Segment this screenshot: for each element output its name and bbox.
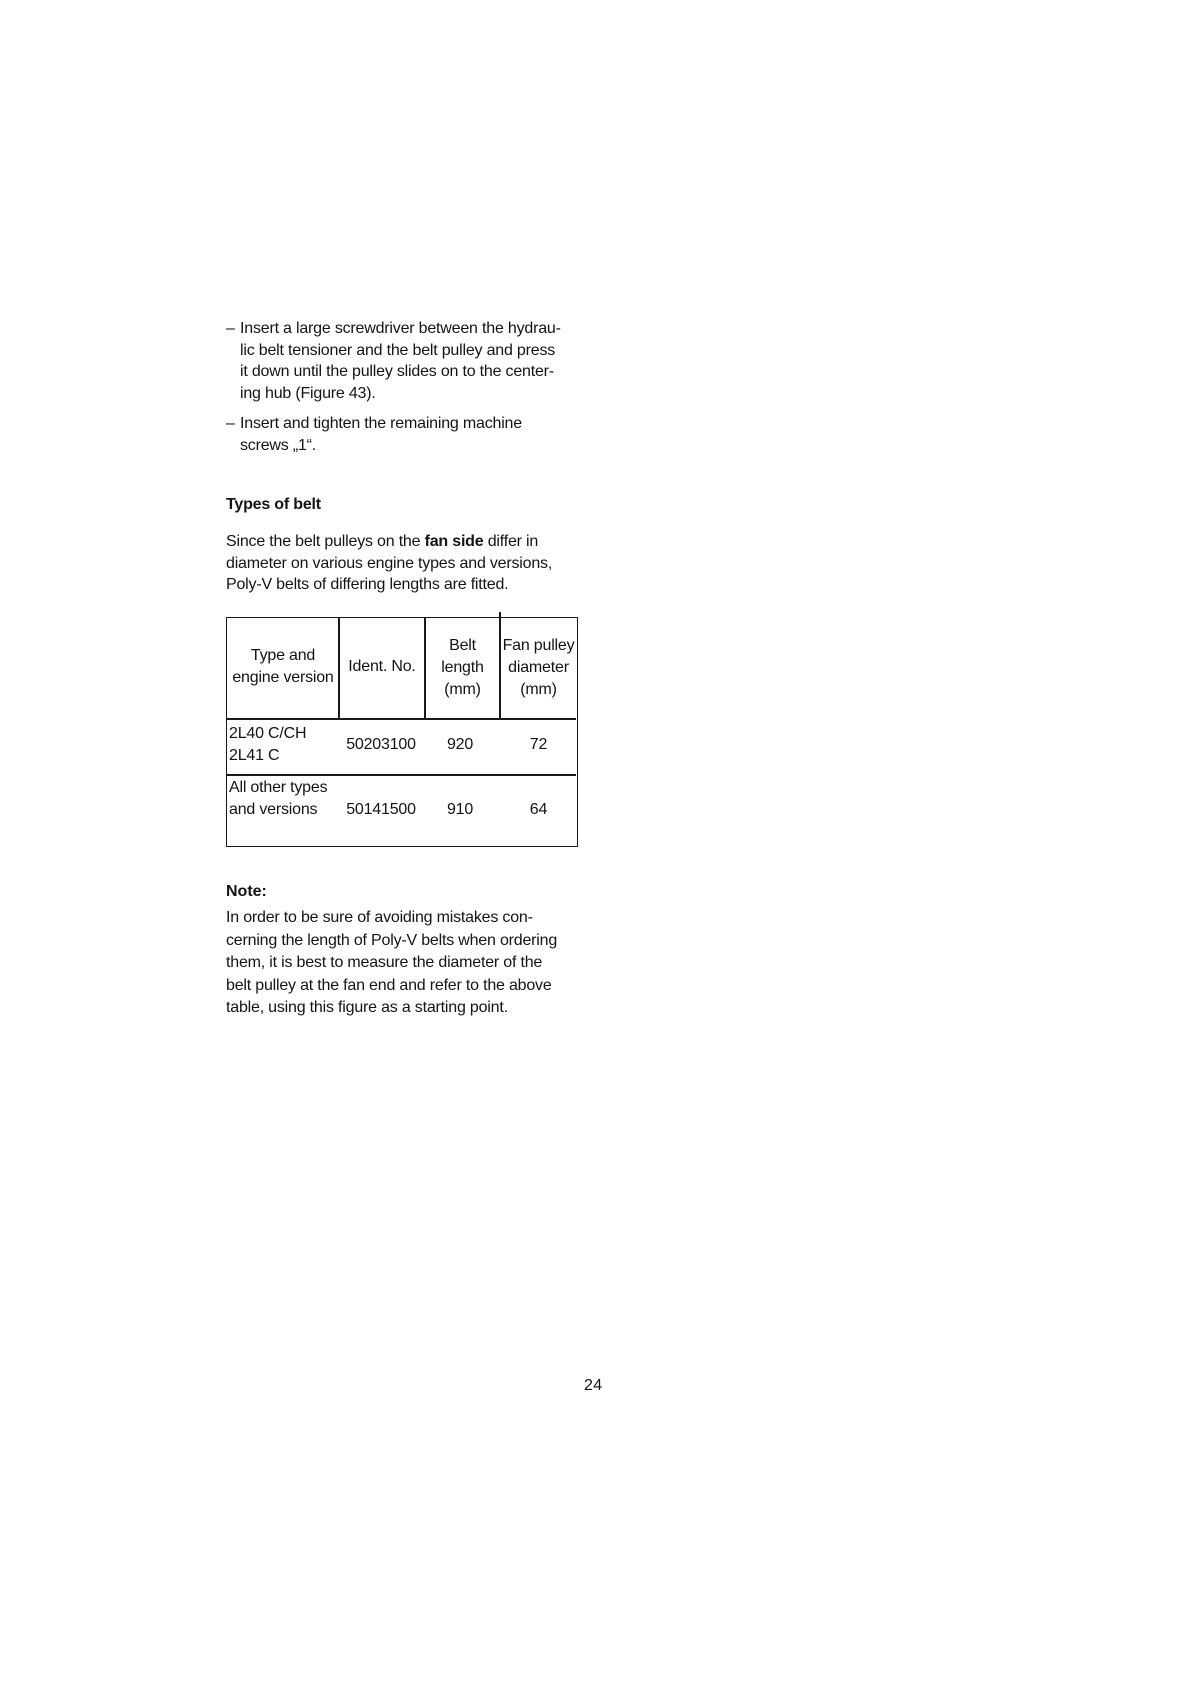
paragraph-line: Poly-V belts of differing lengths are fitted. — [226, 576, 509, 593]
table-row — [227, 719, 577, 774]
instruction-line: ing hub (Figure 43). — [240, 384, 376, 402]
belt-types-table — [226, 617, 578, 847]
header-line: Fan pulley — [502, 637, 575, 654]
note-line: belt pulley at the fan end and refer to the above — [226, 976, 552, 994]
instruction-text — [240, 413, 586, 456]
types-of-belt-paragraph — [226, 531, 552, 596]
table-cell-ident-no — [337, 799, 425, 821]
paragraph-text: Since the belt pulleys on the — [226, 533, 425, 550]
instruction-item — [226, 318, 586, 404]
header-line: Type and — [250, 647, 316, 664]
note-heading: Note: — [226, 883, 267, 900]
instruction-line: lic belt tensioner and the belt pulley and press — [240, 341, 556, 359]
header-line: Ident. No. — [348, 658, 416, 675]
table-cell-belt-length — [425, 799, 495, 821]
cell-value: 64 — [529, 801, 548, 818]
paragraph-line: diameter on various engine types and versions, — [226, 554, 553, 572]
cell-value: 910 — [446, 801, 474, 818]
note-line: cerning the length of Poly-V belts when ordering — [226, 931, 558, 949]
header-line: (mm) — [520, 681, 557, 698]
paragraph-text: differ in — [483, 533, 539, 550]
cell-value: 50203100 — [346, 736, 416, 753]
instruction-item — [226, 413, 586, 456]
instruction-line: Insert and tighten the remaining machine — [240, 415, 522, 432]
header-line: diameter — [508, 659, 569, 676]
instruction-text — [240, 318, 586, 404]
cell-value: 50141500 — [346, 801, 416, 818]
table-cell-fan-pulley-diameter — [500, 799, 577, 821]
header-line: Belt — [449, 637, 476, 654]
cell-value: 920 — [446, 736, 474, 753]
table-header-belt-length — [425, 635, 500, 701]
cell-line: and versions — [229, 801, 318, 818]
header-line: (mm) — [444, 681, 481, 698]
table-cell-type — [229, 723, 339, 767]
table-cell-fan-pulley-diameter — [500, 734, 577, 756]
table-row — [227, 775, 577, 845]
table-cell-type — [229, 777, 339, 821]
instructions-column — [226, 318, 586, 593]
note-line: them, it is best to measure the diameter of the — [226, 954, 543, 971]
types-of-belt-heading: Types of belt — [226, 496, 321, 513]
table-header-type — [227, 645, 339, 689]
page-number: 24 — [584, 1377, 603, 1394]
note-line: table, using this figure as a starting point. — [226, 999, 508, 1016]
table-cell-ident-no — [337, 734, 425, 756]
bullet-dash: – — [226, 320, 235, 337]
cell-line: 2L40 C/CH — [229, 725, 307, 742]
paragraph-line — [226, 531, 552, 553]
fan-side-emphasis: fan side — [424, 533, 484, 550]
header-line: engine version — [232, 669, 334, 686]
note-line: In order to be sure of avoiding mistakes con- — [226, 909, 533, 926]
cell-line: All other types — [229, 779, 328, 796]
cell-value: 72 — [529, 736, 548, 753]
table-cell-belt-length — [425, 734, 495, 756]
instruction-line: it down until the pulley slides on to the center- — [240, 363, 554, 380]
cell-line: 2L41 C — [229, 747, 280, 764]
bullet-dash: – — [226, 415, 235, 432]
instruction-line: screws „1“. — [240, 436, 317, 454]
header-line: length — [441, 659, 484, 676]
note-paragraph — [226, 907, 557, 1020]
table-header-fan-pulley-diameter — [500, 635, 577, 701]
table-header-ident-no — [339, 656, 425, 678]
instruction-line: Insert a large screwdriver between the hydrau- — [240, 320, 561, 337]
